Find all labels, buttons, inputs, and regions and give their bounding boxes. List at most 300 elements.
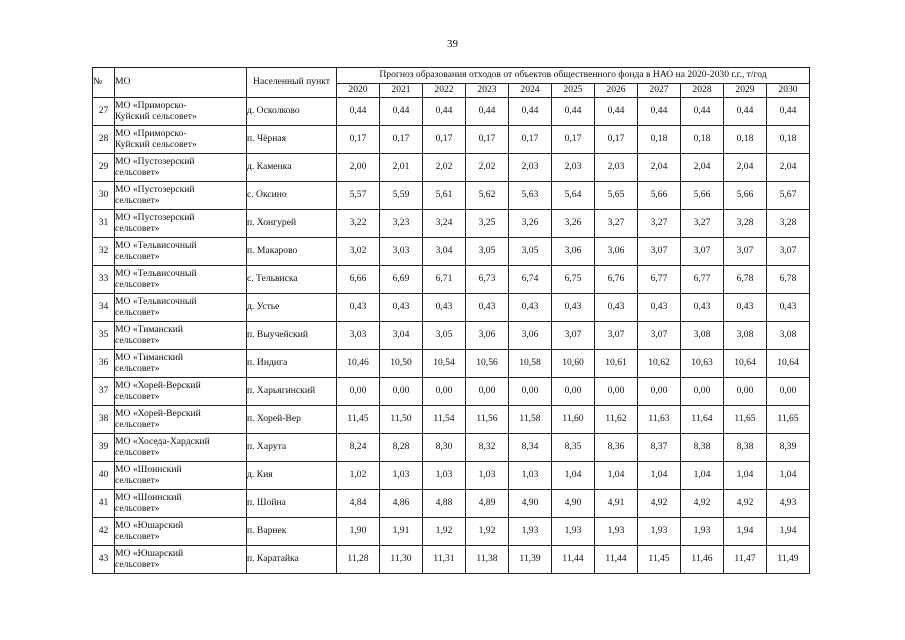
value-cell: 0,43 <box>380 294 423 322</box>
value-cell: 6,78 <box>724 266 767 294</box>
value-cell: 4,93 <box>767 490 810 518</box>
value-cell: 8,38 <box>724 434 767 462</box>
municipality-cell <box>115 322 247 350</box>
value-cell: 1,92 <box>466 518 509 546</box>
municipality-line: МО «Тельвисочный <box>115 268 197 280</box>
value-cell: 11,31 <box>423 546 466 574</box>
value-cell: 1,94 <box>767 518 810 546</box>
table-row <box>93 350 810 378</box>
value-cell: 1,93 <box>638 518 681 546</box>
table-row <box>93 518 810 546</box>
value-cell: 8,38 <box>681 434 724 462</box>
municipality-line: МО «Пустозерский <box>115 184 195 196</box>
header-year: 2030 <box>767 84 810 98</box>
value-cell: 11,65 <box>724 406 767 434</box>
municipality-line: МО «Хоседа-Хардский <box>115 436 210 448</box>
row-number: 28 <box>93 126 115 154</box>
row-number: 30 <box>93 182 115 210</box>
municipality-line: МО «Хорей-Верский <box>115 380 201 392</box>
value-cell: 1,93 <box>552 518 595 546</box>
municipality-cell <box>115 210 247 238</box>
value-cell: 6,77 <box>681 266 724 294</box>
value-cell: 0,18 <box>638 126 681 154</box>
table-row <box>93 546 810 574</box>
value-cell: 8,32 <box>466 434 509 462</box>
municipality-cell <box>115 350 247 378</box>
municipality-line: МО «Тиманский <box>115 324 183 336</box>
value-cell: 5,66 <box>724 182 767 210</box>
value-cell: 3,22 <box>337 210 380 238</box>
row-number: 42 <box>93 518 115 546</box>
value-cell: 0,00 <box>552 378 595 406</box>
row-number: 37 <box>93 378 115 406</box>
municipality-line: сельсовет» <box>115 474 160 486</box>
value-cell: 3,07 <box>681 238 724 266</box>
value-cell: 0,43 <box>466 294 509 322</box>
municipality-line: МО «Пустозерский <box>115 156 195 168</box>
value-cell: 3,27 <box>681 210 724 238</box>
municipality-line: МО «Тельвисочный <box>115 240 197 252</box>
value-cell: 1,93 <box>681 518 724 546</box>
row-number: 29 <box>93 154 115 182</box>
value-cell: 5,59 <box>380 182 423 210</box>
value-cell: 3,28 <box>724 210 767 238</box>
header-year: 2025 <box>552 84 595 98</box>
header-forecast: Прогноз образования отходов от объектов общественного фонда в НАО на 2020-2030 г.г., т/год <box>337 68 810 84</box>
municipality-line: сельсовет» <box>115 446 160 458</box>
value-cell: 0,44 <box>681 98 724 126</box>
municipality-cell <box>115 434 247 462</box>
value-cell: 10,62 <box>638 350 681 378</box>
value-cell: 3,26 <box>552 210 595 238</box>
settlement-cell: п. Каратайка <box>247 546 337 574</box>
table-row <box>93 378 810 406</box>
value-cell: 10,63 <box>681 350 724 378</box>
value-cell: 3,25 <box>466 210 509 238</box>
municipality-line: сельсовет» <box>115 362 160 374</box>
value-cell: 2,03 <box>552 154 595 182</box>
value-cell: 1,04 <box>595 462 638 490</box>
value-cell: 0,00 <box>466 378 509 406</box>
value-cell: 1,02 <box>337 462 380 490</box>
value-cell: 10,61 <box>595 350 638 378</box>
value-cell: 5,57 <box>337 182 380 210</box>
municipality-line: сельсовет» <box>115 278 160 290</box>
municipality-cell <box>115 238 247 266</box>
value-cell: 3,07 <box>552 322 595 350</box>
value-cell: 11,49 <box>767 546 810 574</box>
row-number: 35 <box>93 322 115 350</box>
header-mo: МО <box>115 68 247 98</box>
value-cell: 8,36 <box>595 434 638 462</box>
value-cell: 11,65 <box>767 406 810 434</box>
value-cell: 0,17 <box>552 126 595 154</box>
value-cell: 0,17 <box>466 126 509 154</box>
value-cell: 11,44 <box>595 546 638 574</box>
value-cell: 0,44 <box>380 98 423 126</box>
value-cell: 5,65 <box>595 182 638 210</box>
table-body <box>93 98 810 574</box>
value-cell: 0,17 <box>423 126 466 154</box>
header-num: № <box>93 68 115 98</box>
value-cell: 0,00 <box>509 378 552 406</box>
row-number: 36 <box>93 350 115 378</box>
value-cell: 10,50 <box>380 350 423 378</box>
value-cell: 11,63 <box>638 406 681 434</box>
value-cell: 6,74 <box>509 266 552 294</box>
municipality-line: сельсовет» <box>115 222 160 234</box>
value-cell: 0,00 <box>595 378 638 406</box>
value-cell: 0,00 <box>638 378 681 406</box>
value-cell: 0,44 <box>724 98 767 126</box>
value-cell: 3,07 <box>638 322 681 350</box>
municipality-line: МО «Тиманский <box>115 352 183 364</box>
municipality-line: сельсовет» <box>115 250 160 262</box>
value-cell: 6,75 <box>552 266 595 294</box>
municipality-cell <box>115 518 247 546</box>
municipality-line: МО «Приморско- <box>115 100 187 112</box>
header-year: 2023 <box>466 84 509 98</box>
value-cell: 3,23 <box>380 210 423 238</box>
settlement-cell: д. Кия <box>247 462 337 490</box>
value-cell: 11,62 <box>595 406 638 434</box>
value-cell: 0,44 <box>466 98 509 126</box>
value-cell: 0,00 <box>681 378 724 406</box>
settlement-cell: д. Каменка <box>247 154 337 182</box>
value-cell: 0,44 <box>509 98 552 126</box>
value-cell: 3,26 <box>509 210 552 238</box>
municipality-line: МО «Юшарский <box>115 548 184 560</box>
value-cell: 0,17 <box>509 126 552 154</box>
value-cell: 8,30 <box>423 434 466 462</box>
value-cell: 0,44 <box>638 98 681 126</box>
value-cell: 0,43 <box>552 294 595 322</box>
header-year: 2028 <box>681 84 724 98</box>
value-cell: 0,43 <box>595 294 638 322</box>
value-cell: 11,39 <box>509 546 552 574</box>
municipality-line: сельсовет» <box>115 334 160 346</box>
settlement-cell: д. Устье <box>247 294 337 322</box>
municipality-line: МО «Тельвисочный <box>115 296 197 308</box>
value-cell: 1,04 <box>724 462 767 490</box>
value-cell: 3,05 <box>466 238 509 266</box>
value-cell: 8,35 <box>552 434 595 462</box>
value-cell: 5,64 <box>552 182 595 210</box>
settlement-cell: с. Тельвиска <box>247 266 337 294</box>
settlement-cell: п. Чёрная <box>247 126 337 154</box>
municipality-cell <box>115 98 247 126</box>
value-cell: 0,43 <box>509 294 552 322</box>
value-cell: 8,24 <box>337 434 380 462</box>
value-cell: 4,90 <box>509 490 552 518</box>
municipality-line: сельсовет» <box>115 390 160 402</box>
value-cell: 0,17 <box>380 126 423 154</box>
value-cell: 10,64 <box>724 350 767 378</box>
settlement-cell: п. Харута <box>247 434 337 462</box>
value-cell: 2,04 <box>767 154 810 182</box>
value-cell: 0,00 <box>380 378 423 406</box>
value-cell: 11,46 <box>681 546 724 574</box>
row-number: 31 <box>93 210 115 238</box>
header-year: 2020 <box>337 84 380 98</box>
value-cell: 0,00 <box>724 378 767 406</box>
municipality-cell <box>115 378 247 406</box>
settlement-cell: п. Индига <box>247 350 337 378</box>
value-cell: 3,06 <box>595 238 638 266</box>
municipality-line: Куйский сельсовет» <box>115 138 197 150</box>
value-cell: 11,44 <box>552 546 595 574</box>
row-number: 38 <box>93 406 115 434</box>
table-row <box>93 182 810 210</box>
value-cell: 3,07 <box>724 238 767 266</box>
municipality-cell <box>115 154 247 182</box>
value-cell: 10,58 <box>509 350 552 378</box>
page-number: 39 <box>447 38 458 50</box>
municipality-line: МО «Приморско- <box>115 128 187 140</box>
value-cell: 3,08 <box>767 322 810 350</box>
municipality-line: МО «Пустозерский <box>115 212 195 224</box>
settlement-cell: п. Харьягинский <box>247 378 337 406</box>
value-cell: 3,27 <box>638 210 681 238</box>
municipality-line: сельсовет» <box>115 166 160 178</box>
value-cell: 5,66 <box>638 182 681 210</box>
value-cell: 11,45 <box>337 406 380 434</box>
value-cell: 4,88 <box>423 490 466 518</box>
value-cell: 11,30 <box>380 546 423 574</box>
value-cell: 3,08 <box>724 322 767 350</box>
value-cell: 0,17 <box>337 126 380 154</box>
value-cell: 0,43 <box>423 294 466 322</box>
value-cell: 2,01 <box>380 154 423 182</box>
row-number: 43 <box>93 546 115 574</box>
table-row <box>93 210 810 238</box>
municipality-line: Куйский сельсовет» <box>115 110 197 122</box>
value-cell: 0,43 <box>767 294 810 322</box>
row-number: 39 <box>93 434 115 462</box>
value-cell: 3,06 <box>466 322 509 350</box>
header-year: 2026 <box>595 84 638 98</box>
value-cell: 3,08 <box>681 322 724 350</box>
settlement-cell: с. Оксино <box>247 182 337 210</box>
municipality-line: МО «Шоинский <box>115 492 182 504</box>
value-cell: 10,56 <box>466 350 509 378</box>
value-cell: 2,03 <box>509 154 552 182</box>
value-cell: 3,02 <box>337 238 380 266</box>
value-cell: 11,54 <box>423 406 466 434</box>
value-cell: 5,62 <box>466 182 509 210</box>
value-cell: 1,04 <box>681 462 724 490</box>
header-settlement: Населенный пункт <box>247 68 337 98</box>
settlement-cell: п. Выучейский <box>247 322 337 350</box>
municipality-cell <box>115 406 247 434</box>
value-cell: 10,54 <box>423 350 466 378</box>
table-row <box>93 462 810 490</box>
value-cell: 3,05 <box>423 322 466 350</box>
municipality-line: сельсовет» <box>115 306 160 318</box>
value-cell: 2,02 <box>423 154 466 182</box>
table-row <box>93 434 810 462</box>
settlement-cell: п. Хорей-Вер <box>247 406 337 434</box>
value-cell: 10,60 <box>552 350 595 378</box>
municipality-line: сельсовет» <box>115 194 160 206</box>
value-cell: 4,92 <box>638 490 681 518</box>
value-cell: 3,27 <box>595 210 638 238</box>
row-number: 32 <box>93 238 115 266</box>
municipality-cell <box>115 266 247 294</box>
value-cell: 6,71 <box>423 266 466 294</box>
value-cell: 3,07 <box>638 238 681 266</box>
value-cell: 10,64 <box>767 350 810 378</box>
settlement-cell: д. Осколково <box>247 98 337 126</box>
value-cell: 0,18 <box>724 126 767 154</box>
value-cell: 1,92 <box>423 518 466 546</box>
value-cell: 0,18 <box>681 126 724 154</box>
municipality-line: сельсовет» <box>115 530 160 542</box>
value-cell: 3,07 <box>767 238 810 266</box>
value-cell: 4,84 <box>337 490 380 518</box>
row-number: 33 <box>93 266 115 294</box>
municipality-line: сельсовет» <box>115 502 160 514</box>
value-cell: 3,06 <box>552 238 595 266</box>
table-row <box>93 98 810 126</box>
value-cell: 0,43 <box>337 294 380 322</box>
table-row <box>93 322 810 350</box>
value-cell: 2,02 <box>466 154 509 182</box>
value-cell: 0,00 <box>767 378 810 406</box>
table-row <box>93 266 810 294</box>
value-cell: 1,03 <box>466 462 509 490</box>
municipality-cell <box>115 182 247 210</box>
value-cell: 3,03 <box>380 238 423 266</box>
value-cell: 1,90 <box>337 518 380 546</box>
value-cell: 11,28 <box>337 546 380 574</box>
header-year: 2024 <box>509 84 552 98</box>
value-cell: 0,44 <box>552 98 595 126</box>
value-cell: 3,05 <box>509 238 552 266</box>
value-cell: 1,04 <box>767 462 810 490</box>
settlement-cell: п. Варнек <box>247 518 337 546</box>
value-cell: 4,90 <box>552 490 595 518</box>
value-cell: 11,45 <box>638 546 681 574</box>
row-number: 41 <box>93 490 115 518</box>
value-cell: 3,06 <box>509 322 552 350</box>
value-cell: 2,03 <box>595 154 638 182</box>
table-row <box>93 294 810 322</box>
value-cell: 11,47 <box>724 546 767 574</box>
value-cell: 0,44 <box>767 98 810 126</box>
value-cell: 1,04 <box>638 462 681 490</box>
value-cell: 5,67 <box>767 182 810 210</box>
value-cell: 8,37 <box>638 434 681 462</box>
header-year: 2027 <box>638 84 681 98</box>
row-number: 40 <box>93 462 115 490</box>
value-cell: 0,43 <box>638 294 681 322</box>
value-cell: 11,56 <box>466 406 509 434</box>
value-cell: 6,66 <box>337 266 380 294</box>
value-cell: 6,73 <box>466 266 509 294</box>
value-cell: 11,64 <box>681 406 724 434</box>
value-cell: 5,63 <box>509 182 552 210</box>
value-cell: 1,03 <box>423 462 466 490</box>
municipality-cell <box>115 462 247 490</box>
value-cell: 4,86 <box>380 490 423 518</box>
settlement-cell: п. Макарово <box>247 238 337 266</box>
value-cell: 6,69 <box>380 266 423 294</box>
row-number: 34 <box>93 294 115 322</box>
municipality-line: МО «Хорей-Верский <box>115 408 201 420</box>
municipality-line: сельсовет» <box>115 418 160 430</box>
municipality-line: МО «Шоинский <box>115 464 182 476</box>
header-year: 2021 <box>380 84 423 98</box>
value-cell: 3,24 <box>423 210 466 238</box>
value-cell: 3,07 <box>595 322 638 350</box>
forecast-table <box>92 67 810 574</box>
value-cell: 11,50 <box>380 406 423 434</box>
value-cell: 8,39 <box>767 434 810 462</box>
value-cell: 4,92 <box>724 490 767 518</box>
value-cell: 0,00 <box>423 378 466 406</box>
municipality-cell <box>115 490 247 518</box>
value-cell: 1,04 <box>552 462 595 490</box>
value-cell: 1,03 <box>509 462 552 490</box>
value-cell: 0,00 <box>337 378 380 406</box>
row-number: 27 <box>93 98 115 126</box>
settlement-cell: п. Хонгурей <box>247 210 337 238</box>
municipality-cell <box>115 126 247 154</box>
value-cell: 0,43 <box>724 294 767 322</box>
header-year: 2029 <box>724 84 767 98</box>
header-year: 2022 <box>423 84 466 98</box>
table-row <box>93 406 810 434</box>
value-cell: 1,93 <box>509 518 552 546</box>
value-cell: 11,60 <box>552 406 595 434</box>
value-cell: 4,91 <box>595 490 638 518</box>
value-cell: 10,46 <box>337 350 380 378</box>
value-cell: 0,18 <box>767 126 810 154</box>
value-cell: 8,34 <box>509 434 552 462</box>
value-cell: 0,17 <box>595 126 638 154</box>
value-cell: 4,89 <box>466 490 509 518</box>
value-cell: 1,03 <box>380 462 423 490</box>
settlement-cell: п. Шойна <box>247 490 337 518</box>
value-cell: 2,04 <box>681 154 724 182</box>
municipality-cell <box>115 294 247 322</box>
value-cell: 4,92 <box>681 490 724 518</box>
value-cell: 6,76 <box>595 266 638 294</box>
value-cell: 3,03 <box>337 322 380 350</box>
value-cell: 0,44 <box>337 98 380 126</box>
value-cell: 1,91 <box>380 518 423 546</box>
value-cell: 6,78 <box>767 266 810 294</box>
table-row <box>93 490 810 518</box>
value-cell: 3,28 <box>767 210 810 238</box>
value-cell: 3,04 <box>380 322 423 350</box>
value-cell: 2,04 <box>638 154 681 182</box>
value-cell: 0,43 <box>681 294 724 322</box>
value-cell: 1,94 <box>724 518 767 546</box>
value-cell: 11,38 <box>466 546 509 574</box>
value-cell: 0,44 <box>423 98 466 126</box>
value-cell: 11,58 <box>509 406 552 434</box>
value-cell: 2,00 <box>337 154 380 182</box>
value-cell: 5,66 <box>681 182 724 210</box>
municipality-line: МО «Юшарский <box>115 520 184 532</box>
table-row <box>93 238 810 266</box>
municipality-cell <box>115 546 247 574</box>
table-row <box>93 154 810 182</box>
value-cell: 6,77 <box>638 266 681 294</box>
value-cell: 5,61 <box>423 182 466 210</box>
